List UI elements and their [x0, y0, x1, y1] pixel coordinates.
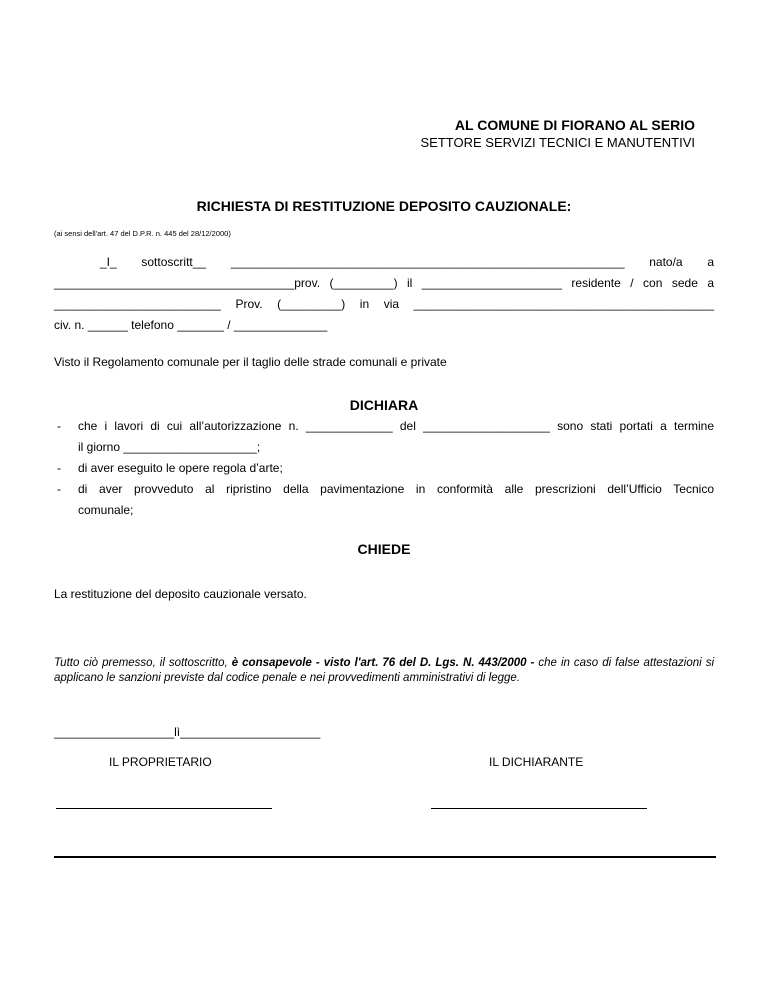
declaration-text-bold: è consapevole - visto l'art. 76 del D. Lgs. N. 443/2000 - [231, 657, 535, 669]
dichiara-item-2: di aver eseguito le opere regola d’arte; [78, 461, 283, 475]
declarant-label: IL DICHIARANTE [489, 755, 584, 769]
declaration-text-1: Tutto ciò premesso, il sottoscritto, [54, 657, 232, 669]
form-line-address: _________________________ Prov. (_________) in via _____________________________________________ [54, 297, 714, 311]
bullet-dash: - [57, 461, 61, 475]
chiede-heading: CHIEDE [357, 541, 411, 557]
dichiara-item-3-cont: comunale; [78, 503, 134, 517]
dichiara-item-3: di aver provveduto al ripristino della pavimentazione in conformità alle prescrizioni dell’Ufficio Tecnico [78, 482, 714, 496]
form-line-birth: ____________________________________prov. (_________) il _____________________ residente / con sede a [54, 276, 714, 290]
recipient-department: SETTORE SERVIZI TECNICI E MANUTENTIVI [420, 135, 695, 150]
owner-label: IL PROPRIETARIO [109, 755, 212, 769]
dichiara-heading: DICHIARA [349, 397, 419, 413]
bullet-dash: - [57, 482, 61, 496]
declaration-text-2: che in caso di false attestazioni si applicano le sanzioni previste dal codice penale e nei provvedimenti amministrativi di legge. [54, 657, 714, 684]
legal-reference: (ai sensi dell'art. 47 del D.P.R. n. 445 del 28/12/2000) [54, 229, 231, 238]
dichiara-item-1-cont: il giorno ____________________; [78, 440, 261, 454]
place-date-line: __________________lì_____________________ [54, 725, 321, 739]
dichiara-item-1: che i lavori di cui all’autorizzazione n. _____________ del ___________________ sono stati portati a termine [78, 419, 714, 433]
declaration-paragraph [54, 656, 714, 686]
visto-paragraph: Visto il Regolamento comunale per il taglio delle strade comunali e private [54, 355, 447, 369]
bullet-dash: - [57, 419, 61, 433]
form-line-contact: civ. n. ______ telefono _______ / ______________ [54, 318, 328, 332]
recipient-title: AL COMUNE DI FIORANO AL SERIO [454, 117, 695, 133]
footer-divider [54, 856, 716, 858]
declarant-signature-line [431, 808, 647, 809]
form-line-name: _I_ sottoscritt__ ___________________________________________________________ nato/a a [100, 255, 714, 269]
owner-signature-line [56, 808, 272, 809]
chiede-paragraph: La restituzione del deposito cauzionale versato. [54, 587, 307, 601]
form-title: RICHIESTA DI RESTITUZIONE DEPOSITO CAUZIONALE: [196, 198, 572, 214]
